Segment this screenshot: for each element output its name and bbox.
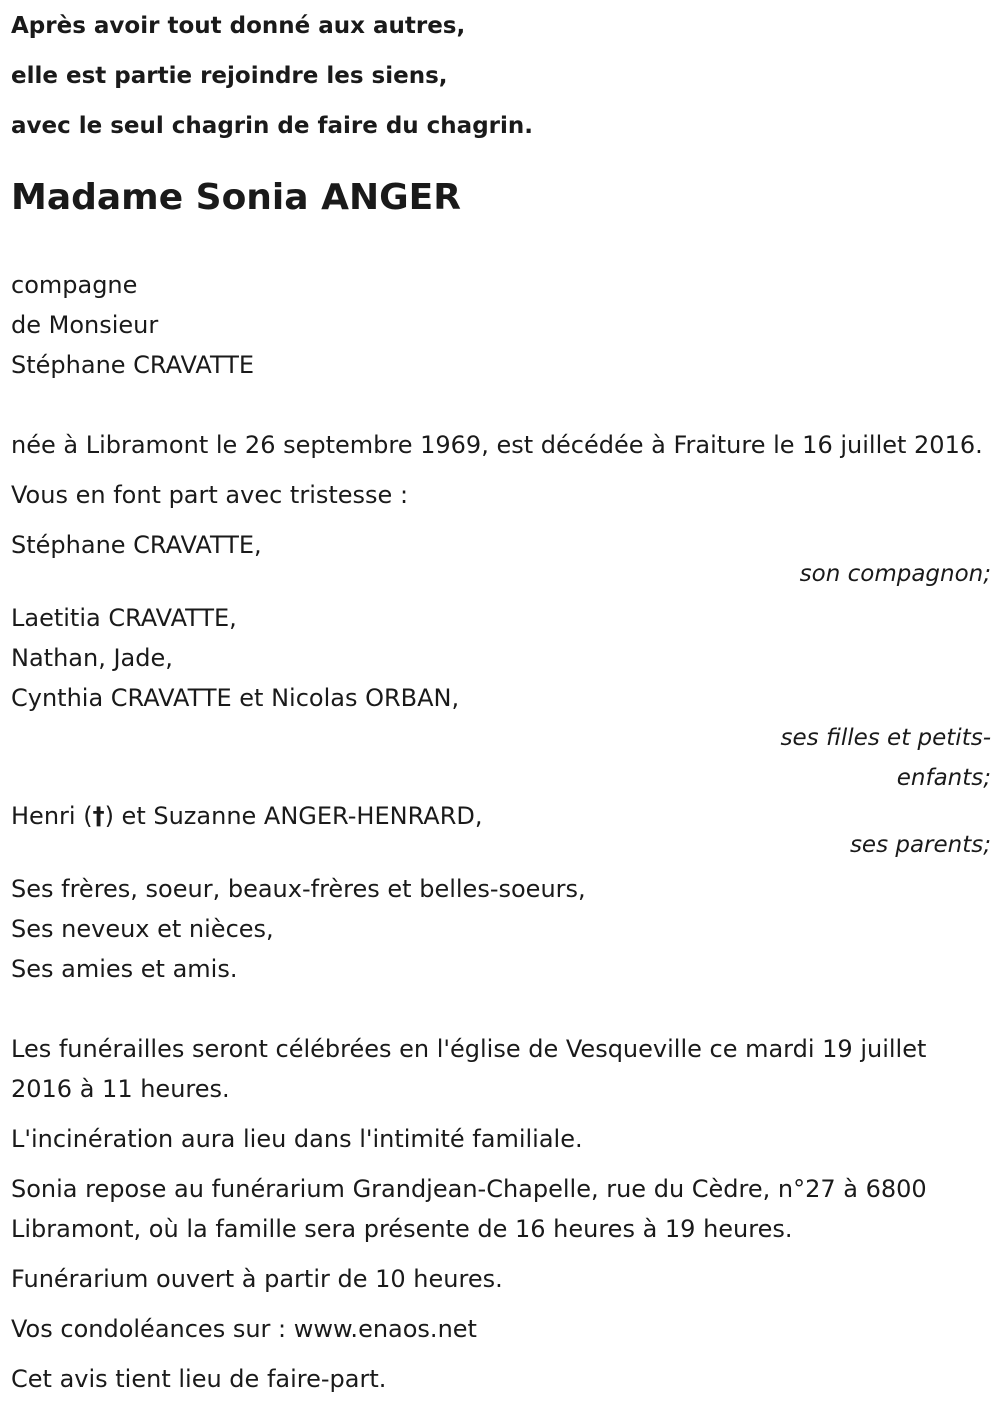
family-children-role [11, 718, 991, 798]
funeral-condolences: Vos condoléances sur : www.enaos.net [11, 1315, 477, 1343]
epigraph-line-1: Après avoir tout donné aux autres, [11, 13, 466, 39]
children-role-line-1: ses filles et petits- [780, 725, 991, 751]
companion-line-1: compagne [11, 271, 138, 299]
epigraph-line-3: avec le seul chagrin de faire du chagrin. [11, 113, 534, 139]
funeral-viewing: Sonia repose au funérarium Grandjean-Chapelle, rue du Cèdre, n°27 à 6800 Libramont, où la famille sera présente de 16 heures à 19 heures. [11, 1175, 927, 1243]
family-others [11, 869, 991, 989]
epigraph-line-2: elle est partie rejoindre les siens, [11, 63, 448, 89]
children-line-1: Laetitia CRAVATTE, [11, 604, 237, 632]
funeral-opening: Funérarium ouvert à partir de 10 heures. [11, 1265, 503, 1293]
children-line-3: Cynthia CRAVATTE et Nicolas ORBAN, [11, 684, 460, 712]
cross-icon: † [92, 802, 105, 830]
children-role-line-2: enfants; [896, 765, 991, 791]
companion-line-3: Stéphane CRAVATTE [11, 351, 255, 379]
others-line-1: Ses frères, soeur, beaux-frères et belles-soeurs, [11, 875, 586, 903]
funeral-cremation: L'incinération aura lieu dans l'intimité familiale. [11, 1125, 583, 1153]
parents-prefix: Henri ( [11, 802, 93, 830]
epigraph [11, 1, 991, 151]
announcement-intro: Vous en font part avec tristesse : [11, 481, 409, 509]
family-children [11, 598, 991, 718]
children-line-2: Nathan, Jade, [11, 644, 173, 672]
companion-block [11, 265, 991, 385]
funeral-ceremony: Les funérailles seront célébrées en l'église de Vesqueville ce mardi 19 juillet 2016 à 11 heures. [11, 1035, 927, 1103]
parents-suffix: ) et Suzanne ANGER-HENRARD, [104, 802, 483, 830]
family-companion: Stéphane CRAVATTE, [11, 531, 262, 559]
companion-line-2: de Monsieur [11, 311, 159, 339]
birth-death-text: née à Libramont le 26 septembre 1969, est décédée à Fraiture le 16 juillet 2016. [11, 431, 983, 459]
others-line-3: Ses amies et amis. [11, 955, 238, 983]
deceased-name: Madame Sonia ANGER [11, 177, 461, 218]
obituary-notice [11, 0, 991, 1399]
others-line-2: Ses neveux et nièces, [11, 915, 274, 943]
funeral-closing: Cet avis tient lieu de faire-part. [11, 1365, 387, 1393]
family-parents [11, 796, 991, 836]
family-companion-role: son compagnon; [799, 561, 991, 587]
family-parents-role: ses parents; [849, 832, 991, 858]
